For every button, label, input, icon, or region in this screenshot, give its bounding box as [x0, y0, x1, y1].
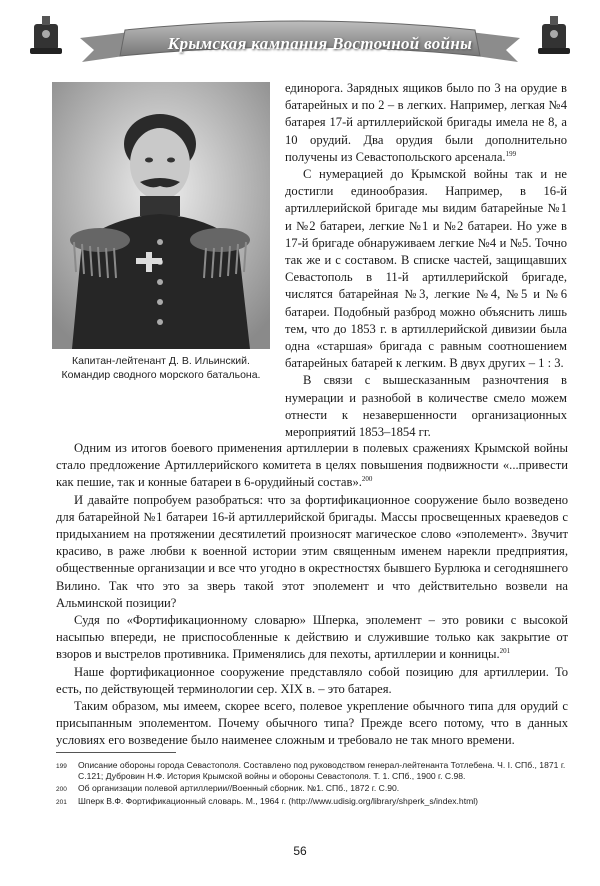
body-text — [56, 440, 568, 750]
footnote-text: Шперк В.Ф. Фортификационный словарь. М., 1964 г. (http://www.udisig.org/library/shperk_s/index.html) — [78, 796, 479, 806]
paragraph: Судя по «Фортификационному словарю» Шперка, эполемент – это ровики с высокой насыпью впереди, не приспособленные к действию и служившие только как закрытие от взоров и выстрелов противника. Применялись для пехоты, артиллерии и конницы.$^{201}$ — [56, 613, 568, 662]
footnote-text: Об организации полевой артиллерии//Военный сборник. №1. СПб., 1872 г. С.90. — [78, 783, 400, 793]
footnote-number: 199 — [56, 763, 67, 770]
footnotes — [56, 760, 566, 809]
shako-left-icon — [30, 16, 62, 54]
chapter-title: Крымская кампания Восточной войны — [167, 34, 473, 53]
paragraph: В связи с вышесказанным разночтения в нумерации и разнобой в количестве смело можем отнести к незавершенности организационных мероприятий 1853–1854 гг. — [285, 373, 567, 440]
right-column-text — [285, 80, 567, 441]
footnote — [56, 783, 566, 795]
paragraph: Одним из итогов боевого применения артиллерии в полевых сражениях Крымской войны стало предложение Артиллерийского комитета в целях повышения подвижности «...привести как пешие, так и конные батареи в 6-орудийный состав».$^{200}$ — [56, 441, 568, 490]
footnote — [56, 796, 566, 808]
portrait-caption: Капитан-лейтенант Д. В. Ильинский. Командир сводного морского батальона. — [61, 355, 261, 381]
footnote-ref[interactable]: 199 — [505, 149, 517, 158]
shako-right-icon — [538, 16, 570, 54]
footnote-text: Описание обороны города Севастополя. Составлено под руководством генерал-лейтенанта Тотлебена. Ч. I. СПб., 1871 г. С.121; Дубровин Н.Ф. История Крымской войны и обороны Севастополя. Т. 1. СПб., 1900 г. С.98. — [78, 760, 566, 781]
footnote-number: 200 — [56, 786, 67, 793]
paragraph: Наше фортификационное сооружение представляло собой позицию для артиллерии. То есть, по действующей терминологии сер. XIX в. – это батарея. — [56, 664, 568, 696]
footnote-divider — [56, 752, 176, 753]
portrait-image — [52, 82, 270, 349]
paragraph: единорога. Зарядных ящиков было по 3 на орудие в батарейных и по 2 – в легких. Например, легкая №4 батарея 17-й артиллерийской бригады имела не 8, а 10 орудий. Два орудия были дополнительно получены из Севастопольского арсенала.$^{199}$ — [285, 81, 567, 164]
paragraph: И давайте попробуем разобраться: что за фортификационное сооружение было возведено для батарейной №1 батареи 16-й артиллерийской бригады. Массы просвещенных краеведов с придыханием на протяжении десятилетий произносят магическое слово «эполемент». Звучит красиво, в раже любви к военной истории этим священным именем нарекли предприятия, общественные организации и все что угодно в окрестностях бывшего Бурлюка и сегодняшнего Вилино. Так что это за зверь такой этот эполемент и что действительно возвели на Альминской позиции? — [56, 492, 568, 610]
footnote-ref[interactable]: 201 — [499, 647, 511, 656]
footnote-ref[interactable]: 200 — [361, 475, 373, 484]
footnote — [56, 760, 566, 782]
footnote-number: 201 — [56, 799, 67, 806]
paragraph: Таким образом, мы имеем, скорее всего, полевое укрепление обычного типа для орудий с присыпанным эполементом. Почему обычного типа? Прежде всего потому, что в данных условиях его возведение было наименее сложным и требовало не так много времени. — [56, 699, 568, 748]
chapter-banner — [20, 10, 580, 72]
paragraph: С нумерацией до Крымской войны так и не достигли единообразия. Например, в 16-й артиллерийской бригаде мы видим батарейные №1 и №2 батареи, легкие №1 и №2 батареи. Но уже в 17-й бригаде обнаруживаем легкие №4 и №5. Точно так же и с составом. В списке частей, защищавших Севастополь в 11-й артиллерийской бригаде, числятся батарейная №3, легкие №4, №5 и №6 батареи. Подобный разброд можно объяснить лишь тем, что до 1853 г. в артиллерийской дивизии была одна «старшая» бригада с равным соотношением батарейных батарей к легким. В двух других – 1 : 3. — [285, 167, 567, 371]
page-number: 56 — [293, 844, 307, 858]
